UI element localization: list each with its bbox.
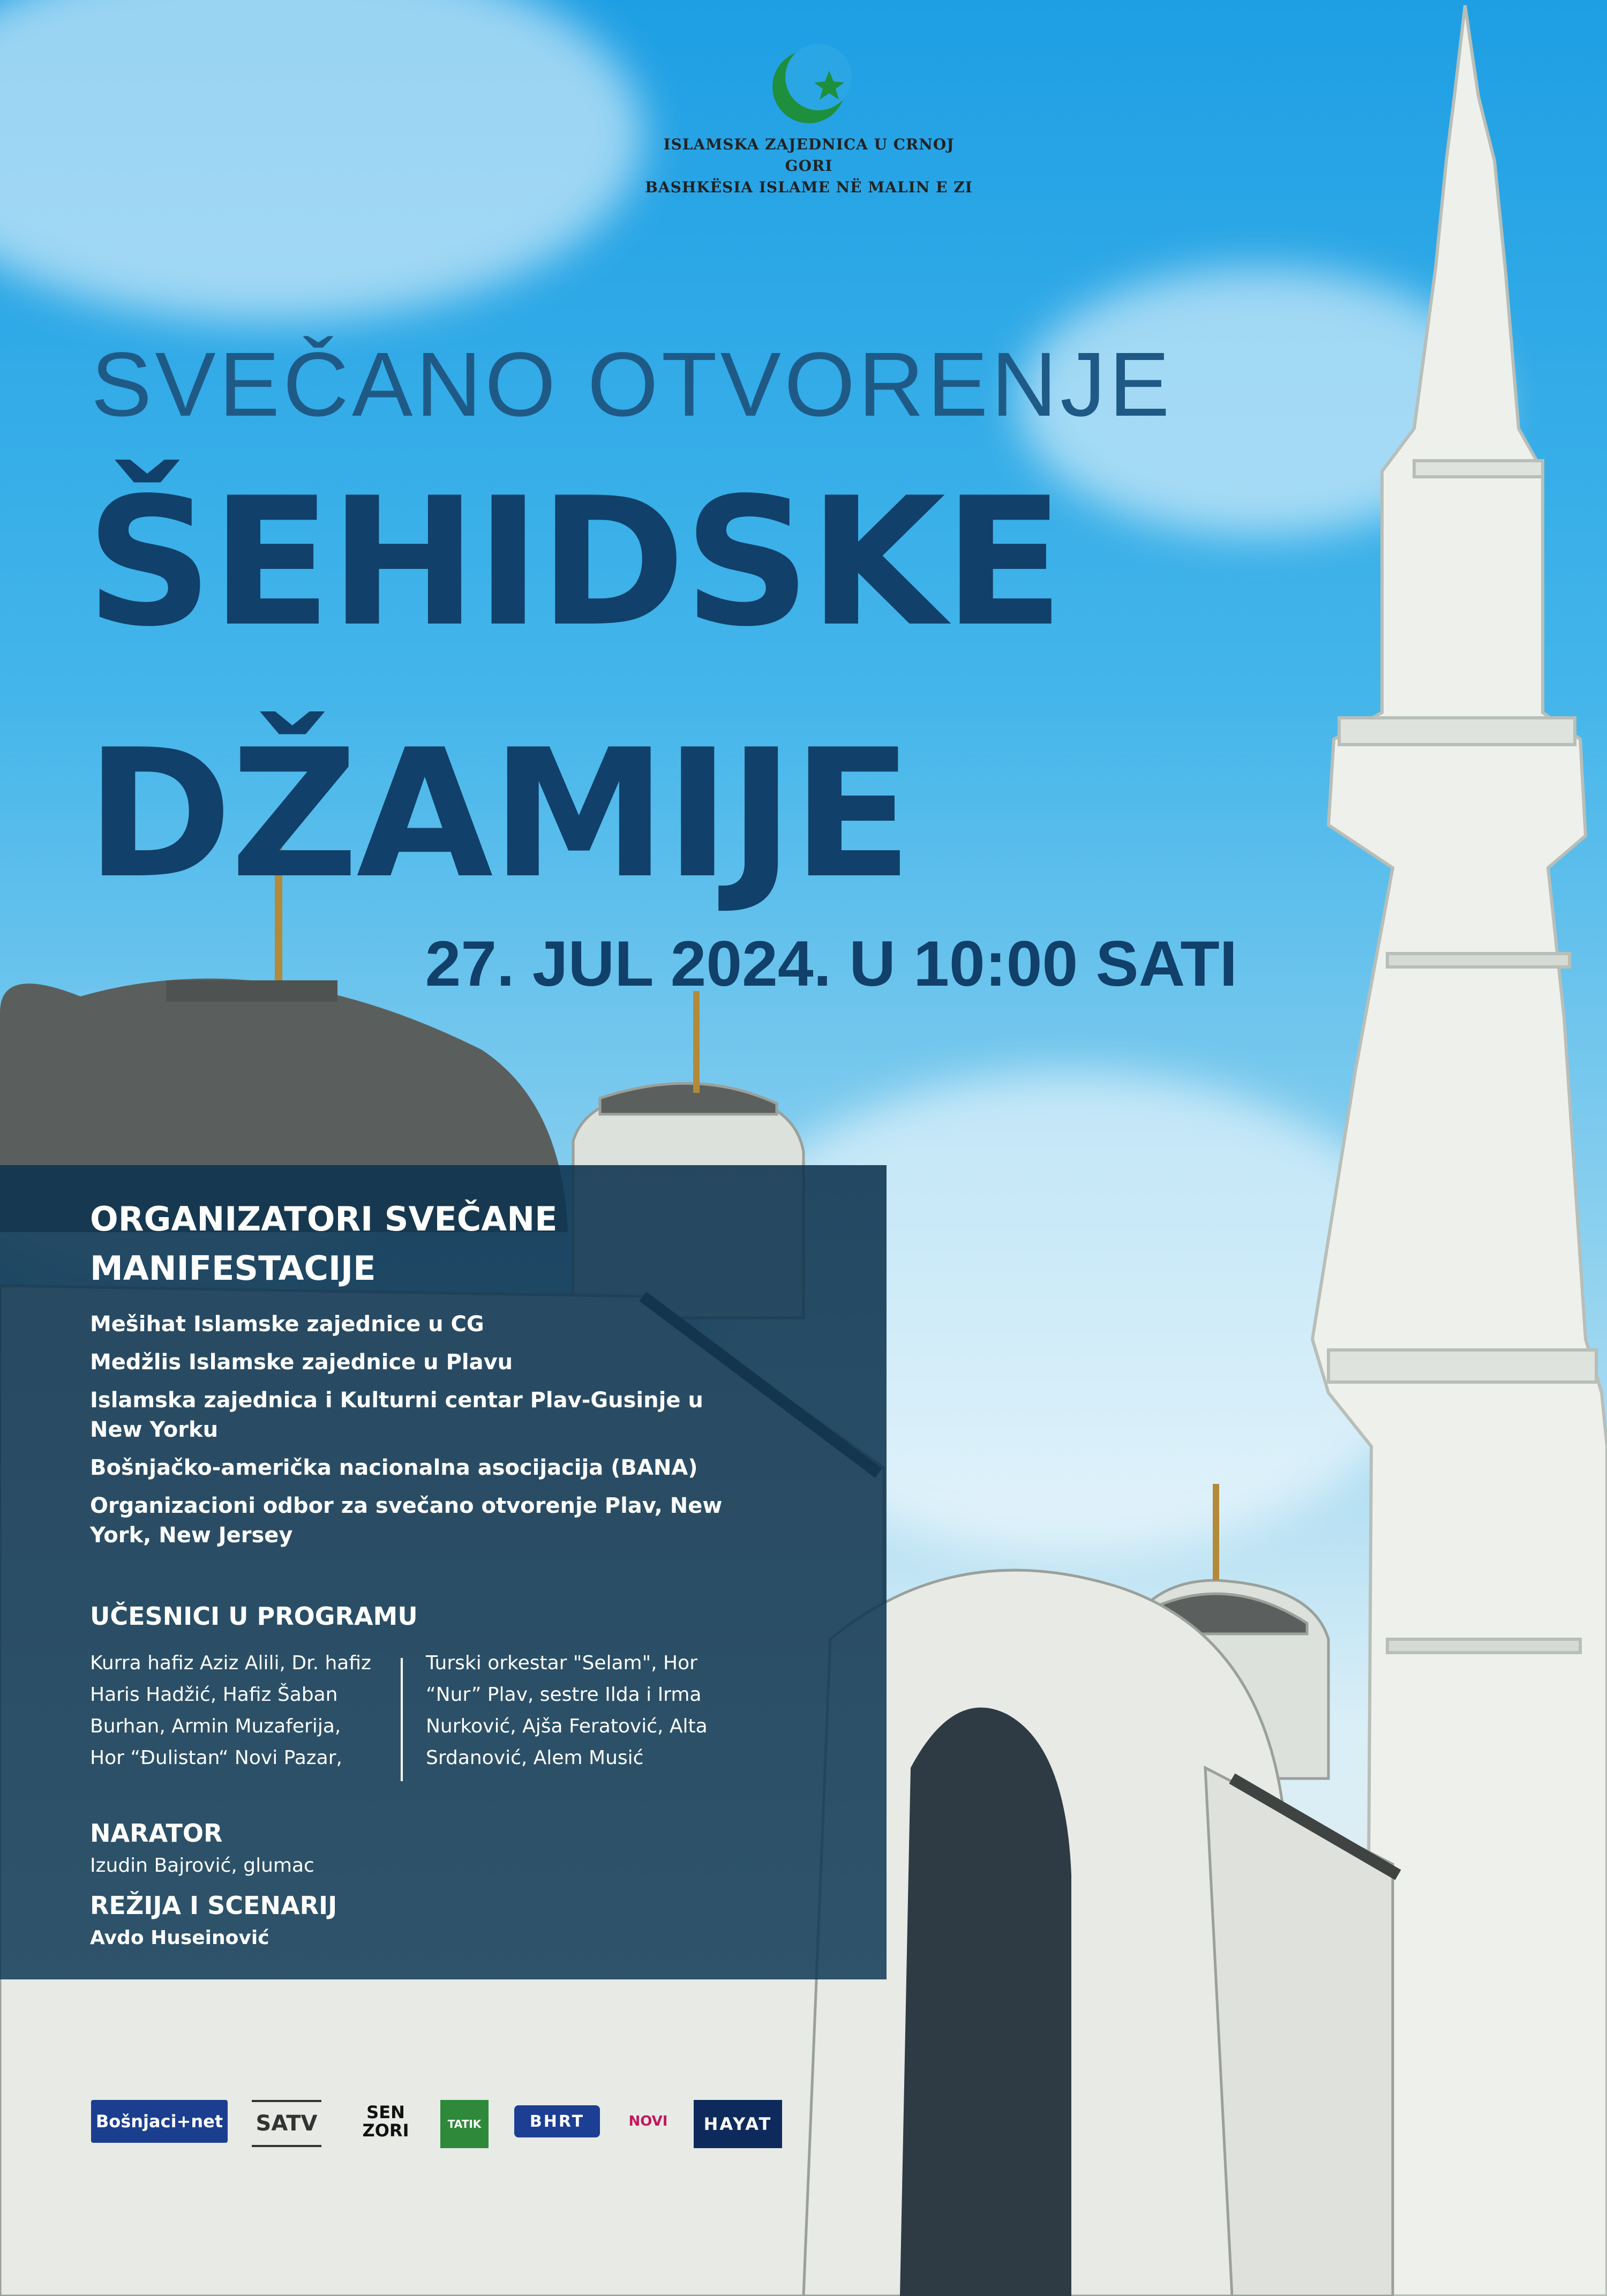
organizers-heading-line2: MANIFESTACIJE — [90, 1249, 376, 1288]
participants-line: Haris Hadžić, Hafiz Šaban — [90, 1684, 338, 1706]
event-title-line2: DŽAMIJE — [86, 711, 911, 917]
organizers-heading-line1: ORGANIZATORI SVEČANE — [90, 1199, 558, 1239]
event-date: 27. JUL 2024. U 10:00 SATI — [425, 928, 1237, 1000]
event-title-line1: ŠEHIDSKE — [86, 460, 1062, 665]
participants-line: Nurković, Ajša Feratović, Alta — [426, 1715, 708, 1737]
participants-line: Hor “Đulistan“ Novi Pazar, — [90, 1747, 342, 1769]
participants-line: “Nur” Plav, sestre Ilda i Irma — [426, 1684, 702, 1706]
arch-window — [900, 1708, 1071, 2296]
participants-line: Turski orkestar "Selam", Hor — [426, 1652, 697, 1674]
tatik-logo: TATIK — [440, 2100, 489, 2148]
participants-line: Kurra hafiz Aziz Alili, Dr. hafiz — [90, 1652, 371, 1674]
novi-pazar-tv-logo: NOVI — [628, 2113, 668, 2129]
organization-logo — [643, 37, 975, 198]
direction-heading: REŽIJA I SCENARIJ — [90, 1891, 337, 1920]
satv-logo: SATV — [252, 2100, 321, 2147]
participants-column-2 — [426, 1647, 747, 1774]
organizer-item: Islamska zajednica i Kulturni centar Plav-Gusinje u New Yorku — [90, 1388, 703, 1442]
participants-column-1 — [90, 1647, 395, 1774]
organizer-item: Mešihat Islamske zajednice u CG — [90, 1312, 484, 1337]
info-panel — [0, 1165, 887, 1979]
bosnjaci-net-logo: Bošnjaci+net — [91, 2100, 228, 2143]
media-logos — [91, 2100, 841, 2154]
participants-heading: UČESNICI U PROGRAMU — [90, 1602, 418, 1631]
participants-divider — [401, 1658, 403, 1781]
organizers-heading — [90, 1195, 786, 1293]
organizer-item: Organizacioni odbor za svečano otvorenje Plav, New York, New Jersey — [90, 1494, 723, 1548]
organizer-item: Medžlis Islamske zajednice u Plavu — [90, 1350, 513, 1375]
organization-name-line1: ISLAMSKA ZAJEDNICA U CRNOJ GORI — [663, 136, 955, 175]
direction-name: Avdo Huseinović — [90, 1927, 269, 1949]
organizer-item: Bošnjačko-američka nacionalna asocijacija (BANA) — [90, 1455, 698, 1480]
narrator-heading: NARATOR — [90, 1819, 223, 1848]
senzori-logo: SEN ZORI — [362, 2102, 409, 2141]
participants-line: Burhan, Armin Muzaferija, — [90, 1715, 341, 1737]
hayat-logo: HAYAT — [694, 2100, 782, 2148]
participants-line: Srdanović, Alem Musić — [426, 1747, 644, 1769]
bhrt-logo: BHRT — [514, 2105, 600, 2137]
crescent-star-icon — [761, 37, 857, 134]
narrator-name: Izudin Bajrović, glumac — [90, 1855, 314, 1877]
organizers-list — [90, 1310, 760, 1559]
event-subtitle: SVEČANO OTVORENJE — [91, 334, 1173, 436]
organization-name-line2: BASHKËSIA ISLAME NË MALIN E ZI — [645, 178, 973, 196]
